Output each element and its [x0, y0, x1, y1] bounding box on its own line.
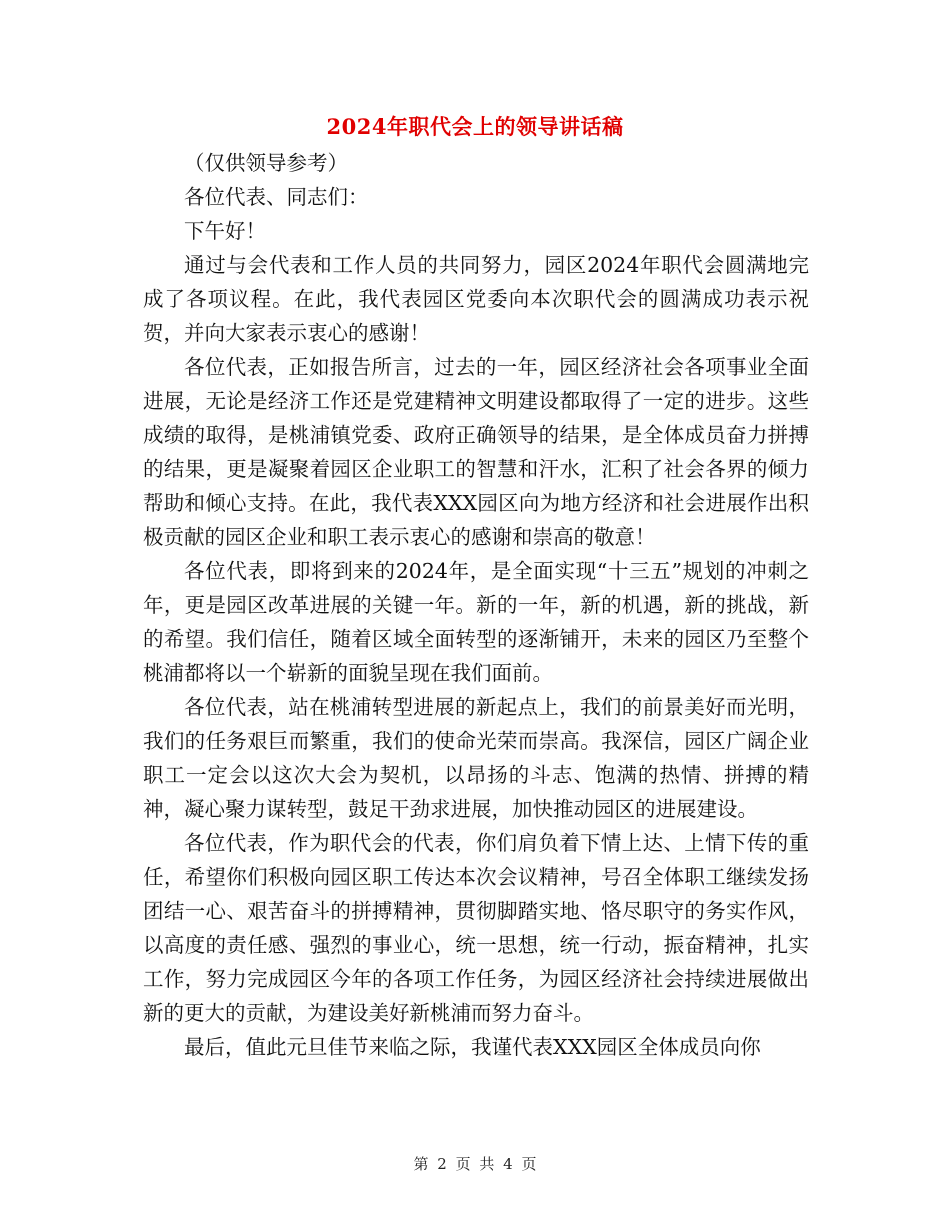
paragraph: 各位代表，即将到来的2024年，是全面实现“十三五”规划的冲刺之年，更是园区改革进展的关键一年。新的一年，新的机遇，新的挑战，新的希望。我们信任，随着区域全面转型的逐渐铺开，未来的园区乃至整个桃浦都将以一个崭新的面貌呈现在我们面前。: [143, 559, 809, 685]
paragraph: 通过与会代表和工作人员的共同努力，园区2024年职代会圆满地完成了各项议程。在此，我代表园区党委向本次职代会的圆满成功表示祝贺，并向大家表示衷心的感谢！: [143, 253, 809, 345]
paragraph-salutation: 各位代表、同志们：: [184, 185, 369, 209]
paragraph: 最后，值此元旦佳节来临之际，我谨代表XXX园区全体成员向你: [184, 1035, 761, 1059]
paragraph: 各位代表，正如报告所言，过去的一年，园区经济社会各项事业全面进展，无论是经济工作还是党建精神文明建设都取得了一定的进步。这些成绩的取得，是桃浦镇党委、政府正确领导的结果，是全体成员奋力拼搏的结果，更是凝聚着园区企业职工的智慧和汗水，汇积了社会各界的倾力帮助和倾心支持。在此，我代表XXX园区向为地方经济和社会进展作出积极贡献的园区企业和职工表示衷心的感谢和崇高的敬意！: [143, 355, 809, 549]
paragraph-note: （仅供领导参考）: [184, 151, 348, 175]
page-title: 2024年职代会上的领导讲话稿: [326, 114, 624, 139]
paragraph-greeting: 下午好！: [184, 219, 266, 243]
page-footer: 第 2 页 共 4 页: [413, 1155, 537, 1173]
paragraph: 各位代表，作为职代会的代表，你们肩负着下情上达、上情下传的重任，希望你们积极向园区职工传达本次会议精神，号召全体职工继续发扬团结一心、艰苦奋斗的拼搏精神，贯彻脚踏实地、恪尽职守的务实作风，以高度的责任感、强烈的事业心，统一思想，统一行动，振奋精神，扎实工作，努力完成园区今年的各项工作任务，为园区经济社会持续进展做出新的更大的贡献，为建设美好新桃浦而努力奋斗。: [143, 831, 809, 1025]
document-body: [143, 146, 809, 1064]
paragraph: 各位代表，站在桃浦转型进展的新起点上，我们的前景美好而光明，我们的任务艰巨而繁重，我们的使命光荣而崇高。我深信，园区广阔企业职工一定会以这次大会为契机，以昂扬的斗志、饱满的热情、拼搏的精神，凝心聚力谋转型，鼓足干劲求进展，加快推动园区的进展建设。: [143, 695, 809, 821]
